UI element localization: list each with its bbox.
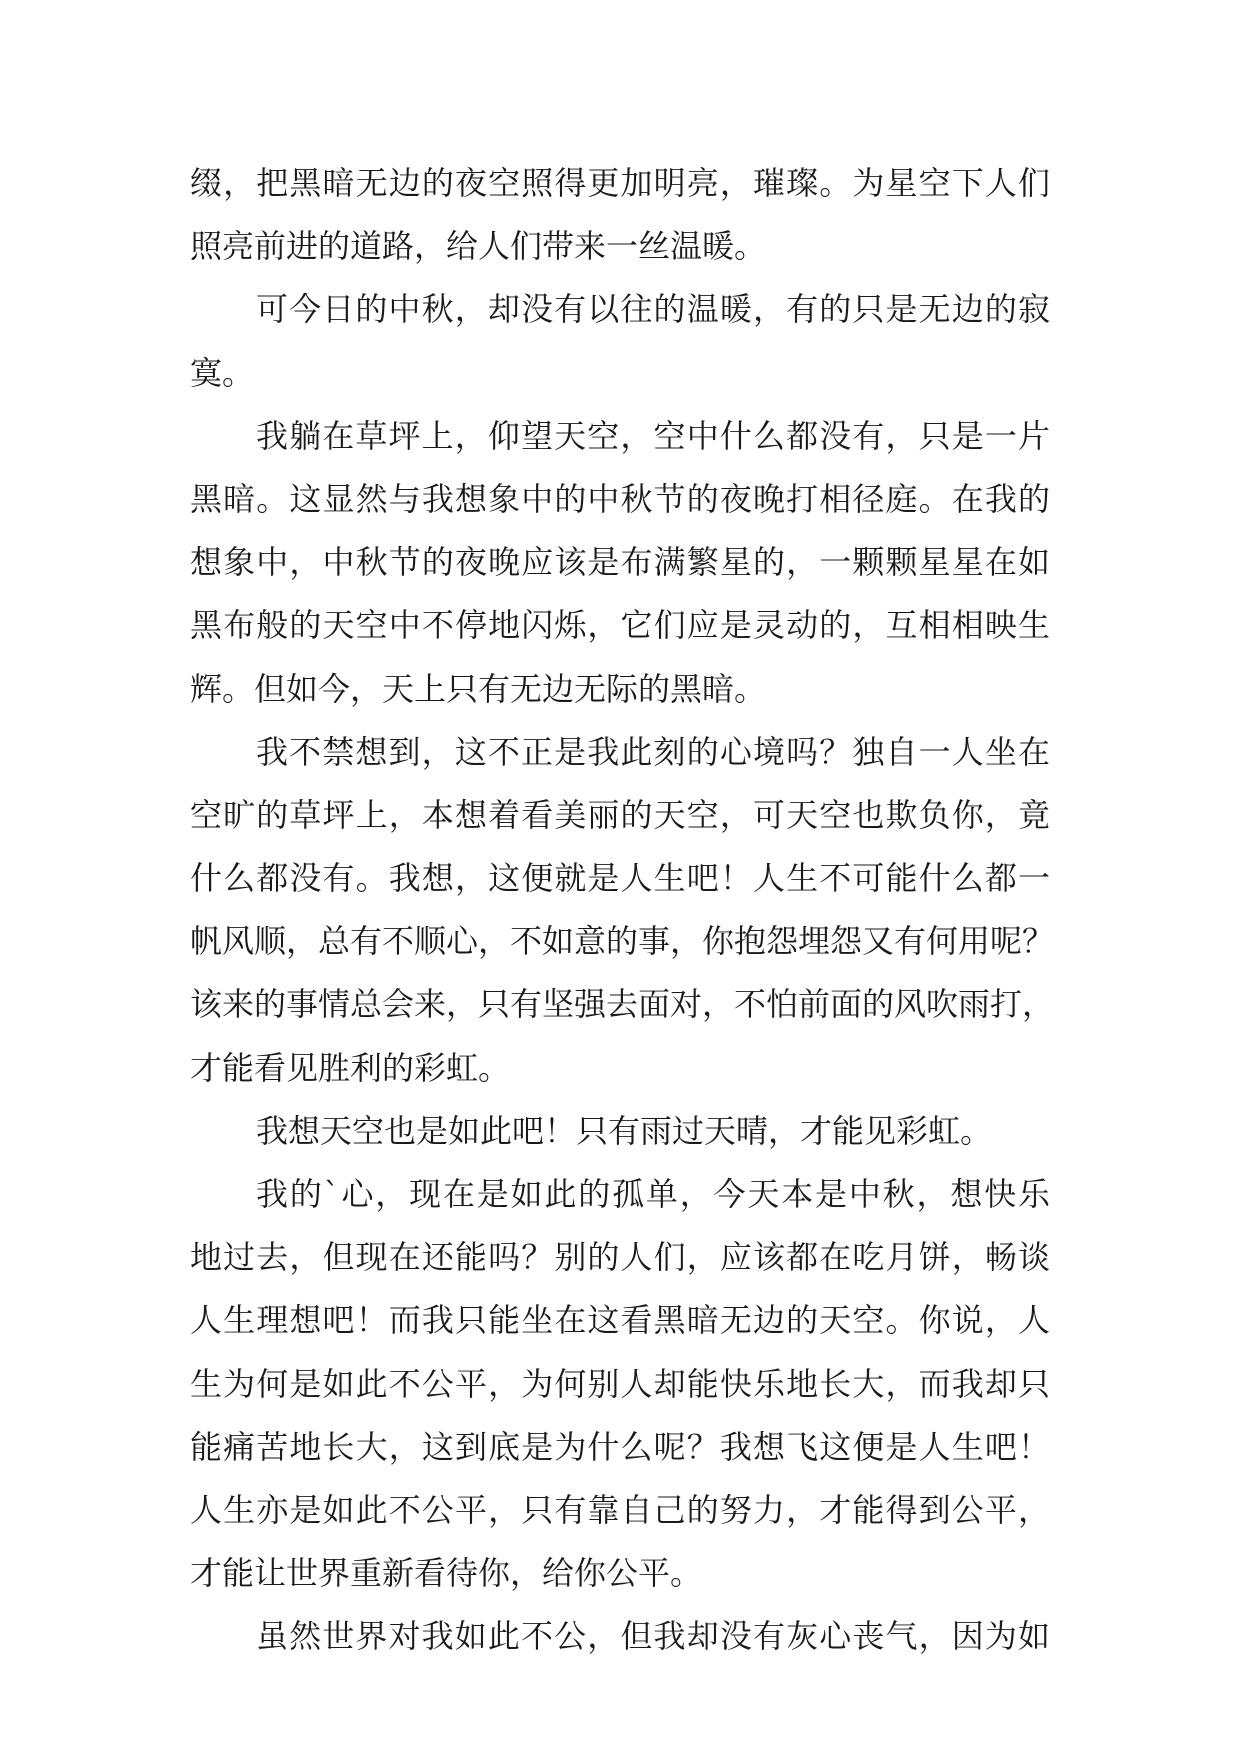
paragraph [190, 1100, 1050, 1163]
text-line: 虽然世界对我如此不公，但我却没有灰心丧气，因为如 [256, 1617, 1050, 1656]
text-line: 想象中，中秋节的夜晚应该是布满繁星的，一颗颗星星在如 [190, 543, 1050, 582]
text-line: 缀，把黑暗无边的夜空照得更加明亮，璀璨。为星空下人们 [190, 164, 1050, 202]
text-line: 能痛苦地长大，这到底是为什么呢？我想飞这便是人生吧！ [190, 1427, 1050, 1466]
text-line: 帆风顺，总有不顺心，不如意的事，你抱怨埋怨又有何用呢？ [190, 922, 1055, 961]
text-line: 黑暗。这显然与我想象中的中秋节的夜晚打相径庭。在我的 [190, 479, 1050, 518]
text-line: 才能让世界重新看待你，给你公平。 [190, 1554, 703, 1593]
text-line: 我不禁想到，这不正是我此刻的心境吗？独自一人坐在 [256, 732, 1050, 771]
paragraph [190, 152, 1050, 278]
text-line: 照亮前进的道路，给人们带来一丝温暖。 [190, 227, 767, 266]
paragraph [190, 405, 1050, 721]
text-line: 地过去，但现在还能吗？别的人们，应该都在吃月饼，畅谈 [190, 1238, 1050, 1277]
body-text [190, 152, 1055, 1669]
text-line: 人生亦是如此不公平，只有靠自己的努力，才能得到公平， [190, 1490, 1050, 1529]
text-line: 寞。 [190, 353, 255, 392]
text-line: 辉。但如今，天上只有无边无际的黑暗。 [190, 669, 767, 708]
paragraph [190, 1605, 1050, 1668]
text-line: 人生理想吧！而我只能坐在这看黑暗无边的天空。你说，人 [190, 1301, 1050, 1340]
text-line: 生为何是如此不公平，为何别人却能快乐地长大，而我却只 [190, 1364, 1050, 1403]
text-line: 空旷的草坪上，本想着看美丽的天空，可天空也欺负你，竟 [190, 795, 1050, 834]
text-line: 可今日的中秋，却没有以往的温暖，有的只是无边的寂 [256, 290, 1050, 329]
text-line: 我的`心，现在是如此的孤单，今天本是中秋，想快乐 [256, 1175, 1050, 1213]
paragraph [190, 721, 1055, 1100]
text-line: 该来的事情总会来，只有坚强去面对，不怕前面的风吹雨打， [190, 985, 1055, 1024]
text-line: 才能看见胜利的彩虹。 [190, 1048, 511, 1087]
paragraph [190, 1163, 1050, 1605]
text-line: 什么都没有。我想，这便就是人生吧！人生不可能什么都一 [190, 859, 1050, 898]
text-line: 我想天空也是如此吧！只有雨过天晴，才能见彩虹。 [256, 1111, 993, 1150]
text-line: 我躺在草坪上，仰望天空，空中什么都没有，只是一片 [256, 416, 1050, 455]
paragraph [190, 278, 1050, 404]
text-line: 黑布般的天空中不停地闪烁，它们应是灵动的，互相相映生 [190, 606, 1050, 645]
